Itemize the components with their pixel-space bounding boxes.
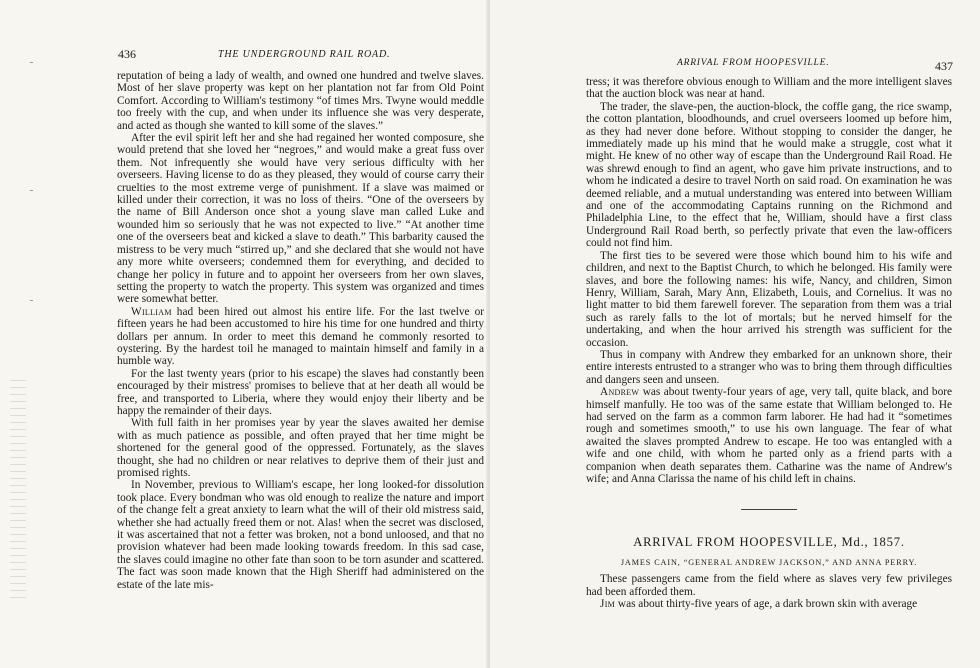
paragraph: In November, previous to William's escape, her long looked-for dissolution took place. Every bondman who was old enough to realize the nature and import of the change felt a great anxiety to learn what the will of their old mistress said, whether she had actually freed them or not. Alas! when the secret was disclosed, it was ascertained that not a fetter was broken, not a bond unloosed, and that no provision whatever had been made looking towards freedom. In this sad case, the slaves could imagine no other fate than soon to be torn asunder and scattered. The fact was soon made known that the High Sheriff had administered on the estate of the late mis- (117, 479, 484, 591)
scan-edge-dash (30, 62, 33, 63)
section-title: ARRIVAL FROM HOOPESVILLE, Md., 1857. (633, 535, 905, 550)
left-text-column (117, 70, 484, 591)
paragraph-jim (586, 598, 952, 610)
right-page (490, 0, 980, 668)
running-head: ARRIVAL FROM HOOPESVILLE. (677, 58, 830, 68)
running-head: THE UNDERGROUND RAIL ROAD. (218, 49, 391, 60)
paragraph-william (117, 306, 484, 368)
paragraph: These passengers came from the field where as slaves very few privileges had been afforded them. (586, 573, 952, 598)
page-number: 436 (118, 47, 136, 61)
paragraph: For the last twenty years (prior to his escape) the slaves had constantly been encouraged by their mistress' promises to believe that at her death all would be free, and transported to Liberia, where they would enjoy their liberty and be happy the remainder of their days. (117, 367, 484, 417)
scan-edge-dash (30, 300, 33, 301)
right-text-column (586, 76, 952, 610)
smallcaps-name: William (131, 305, 172, 318)
paragraph: Thus in company with Andrew they embarked for an unknown shore, their entire interests entrusted to a stranger who was to bring them through difficulties and dangers seen and unseen. (586, 348, 952, 386)
paragraph: After the evil spirit left her and she had regained her wonted composure, she would pretend that she loved her “negroes,” and would make a great fuss over them. Not infrequently she would have very serious difficulty with her overseers. Having license to do as they pleased, they would of course carry their cruelties to the most extreme verge of punishment. If a slave was maimed or killed under their correction, it was no loss of theirs. “One of the overseers by the name of Bill Anderson once shot a young slave man called Luke and wounded him so seriously that he was not expected to live.” “At another time one of the overseers beat and kicked a slave to death.” This barbarity caused the mistress to be very much “stirred up,” and she declared that she would not have any more white overseers; condemned them for everything, and decided to change her policy in future and to appoint her overseers from her own slaves, setting the property to watch the property. This system was organized and times were somewhat better. (117, 132, 484, 306)
paragraph: With full faith in her promises year by year the slaves awaited her demise with as much patience as possible, and often prayed that her time might be shortened for the general good of the oppressed. Fortunately, as the slaves thought, she had no children or near relatives to deprive them of their just and promised rights. (117, 417, 484, 479)
paragraph-text: was about thirty-five years of age, a dark brown skin with average (617, 598, 918, 611)
paragraph: tress; it was therefore obvious enough to William and the more intelligent slaves that the auction block was near at hand. (586, 76, 952, 101)
page-number: 437 (935, 59, 953, 73)
paragraph-andrew (586, 386, 952, 485)
section-subtitle: JAMES CAIN, “GENERAL ANDREW JACKSON,” AND ANNA PERRY. (620, 557, 918, 567)
scan-edge-marks (10, 380, 26, 600)
paragraph-text: was about twenty-four years of age, very tall, quite black, and bore himself manfully. He too was of the same estate that William belonged to. He had served on the farm as a common farm laborer. He had had it “sometimes rough and sometimes smooth,” to use his own language. The fear of what awaited the slaves prompted Andrew to escape. He too was entangled with a wife and one child, with whom he parted only as a friend parts with a companion when death separates them. Catharine was the name of Andrew's wife; and Anna Clarissa the name of his child left in chains. (586, 386, 952, 485)
paragraph-text: had been hired out almost his entire life. For the last twelve or fifteen years he had been accustomed to hire his time for one hundred and thirty dollars per annum. In order to meet this demand he commonly resorted to oystering. By the hardest toil he managed to maintain himself and family in a humble way. (117, 305, 484, 368)
smallcaps-name: Jim (600, 598, 616, 611)
section-divider (741, 509, 797, 510)
paragraph: reputation of being a lady of wealth, and owned one hundred and twelve slaves. Most of her slave property was kept on her plantation not far from Old Point Comfort. According to William's testimony “of times Mrs. Twyne would meddle too freely with the cup, and when under its influence she was very desperate, and acted as though she wanted to kill some of the slaves.” (117, 70, 484, 132)
smallcaps-name: Andrew (600, 386, 640, 399)
scan-edge-dash (30, 190, 33, 191)
paragraph: The first ties to be severed were those which bound him to his wife and children, and next to the Baptist Church, to which he belonged. His family were slaves, and bore the following names: his wife, Nancy, and children, Simon Henry, William, Sarah, Mary Ann, Elizabeth, Louis, and Cornelius. It was no light matter to bid them farewell forever. The separation from them was a trial such as rarely falls to the lot of mortals; but he nerved himself for the undertaking, and when the hour arrived his strength was sufficient for the occasion. (586, 249, 952, 349)
paragraph: The trader, the slave-pen, the auction-block, the coffle gang, the rice swamp, the cotton plantation, bloodhounds, and cruel overseers loomed up before him, as they had never done before. Without stopping to consider the danger, he immediately made up his mind that he would make a struggle, cost what it might. He knew of no other way of escape than the Underground Rail Road. He was shrewd enough to find an agent, who gave him private instructions, and to whom he indicated a desire to travel North on said road. On examination he was deemed reliable, and a mutual understanding was entered into between William and one of the accommodating Captains running on the Richmond and Philadelphia Line, to the effect that he, William, should have a first class Underground Rail Road berth, so perfectly private that even the law-officers could not find him. (586, 100, 952, 250)
